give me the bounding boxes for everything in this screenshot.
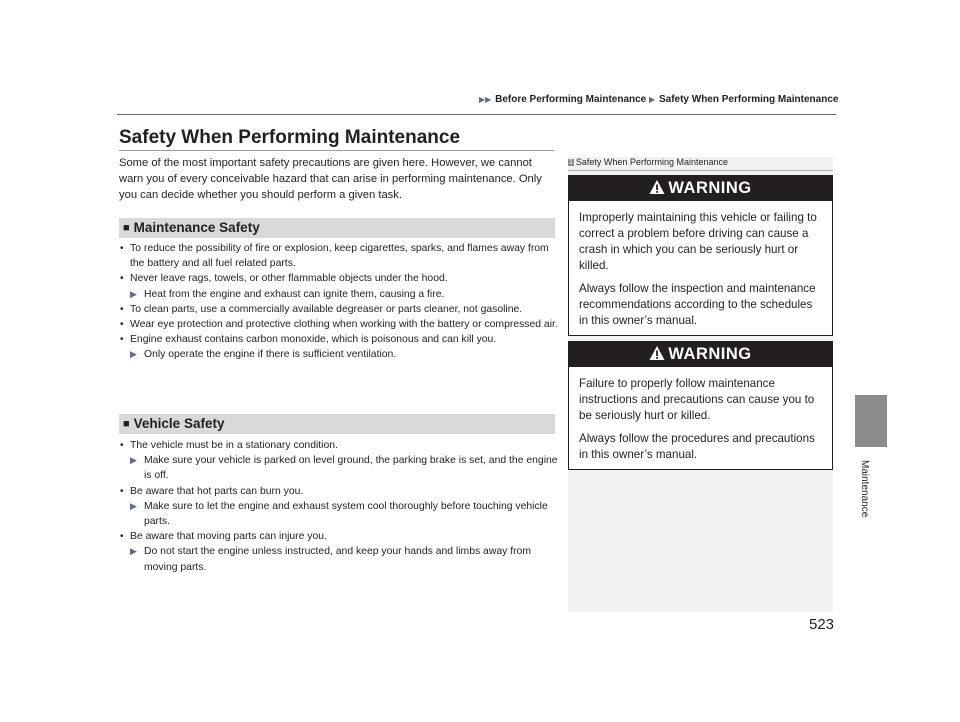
sub-arrow-icon: ▶	[130, 546, 137, 557]
warning-body	[569, 201, 832, 335]
bullet-text: Engine exhaust contains carbon monoxide, which is poisonous and can kill you.	[130, 334, 497, 346]
sub-arrow-icon: ▶	[130, 455, 137, 466]
bullet-text: Be aware that hot parts can burn you.	[130, 485, 304, 497]
page-number: 523	[809, 616, 835, 633]
warning-triangle-icon	[649, 345, 665, 361]
section-square-icon: ■	[123, 222, 130, 234]
sub-arrow-icon: ▶	[130, 349, 137, 360]
section-header-vehicle-safety	[119, 414, 555, 434]
list-item	[119, 438, 559, 484]
warning-box	[568, 341, 833, 470]
breadcrumb-item[interactable]: Before Performing Maintenance	[495, 94, 647, 105]
warning-box	[568, 175, 833, 336]
side-divider	[568, 170, 833, 171]
bullet-text: Wear eye protection and protective clothing when working with the battery or compressed air.	[130, 319, 558, 331]
sub-note-text: Do not start the engine unless instructed, and keep your hands and limbs away from moving parts.	[144, 546, 531, 573]
warning-header	[569, 342, 832, 367]
warning-text: Improperly maintaining this vehicle or failing to correct a problem before driving can cause a crash in which you can be seriously hurt or killed.	[579, 211, 817, 272]
warning-label: WARNING	[668, 345, 752, 363]
sub-note	[130, 499, 559, 529]
sub-note-text: Only operate the engine if there is sufficient ventilation.	[144, 349, 397, 361]
warning-text: Always follow the procedures and precautions in this owner’s manual.	[579, 432, 815, 461]
chapter-label: Maintenance	[859, 460, 870, 518]
sub-note-text: Make sure to let the engine and exhaust system cool thoroughly before touching vehicle parts.	[144, 500, 548, 528]
warning-header	[569, 176, 832, 201]
sub-note-text: Heat from the engine and exhaust can ignite them, causing a fire.	[144, 288, 445, 300]
breadcrumb	[479, 94, 838, 105]
bullet-text: Be aware that moving parts can injure you.	[130, 531, 327, 543]
section-header-maintenance-safety	[119, 218, 555, 238]
bullet-text: The vehicle must be in a stationary condition.	[130, 440, 338, 451]
page-title: Safety When Performing Maintenance	[119, 127, 461, 148]
note-number-badge: 1	[569, 159, 573, 166]
sub-note-text: Make sure your vehicle is parked on level ground, the parking brake is set, and the engine is off.	[144, 455, 558, 482]
header-divider	[117, 114, 836, 115]
breadcrumb-arrow-icon: ▶▶	[479, 95, 492, 104]
bullet-text: To clean parts, use a commercially available degreaser or parts cleaner, not gasoline.	[130, 303, 523, 315]
list-item	[119, 484, 559, 530]
side-heading-text: Safety When Performing Maintenance	[575, 157, 728, 167]
warning-text: Failure to properly follow maintenance instructions and precautions can cause you to be seriously hurt or killed.	[579, 377, 815, 422]
sub-arrow-icon: ▶	[130, 288, 137, 299]
list-item	[119, 317, 559, 332]
list-item	[119, 529, 559, 575]
list-item	[119, 332, 559, 362]
warning-text: Always follow the inspection and maintenance recommendations according to the schedules in this owner’s manual.	[579, 282, 816, 327]
vehicle-safety-list	[119, 438, 559, 575]
sub-note	[130, 287, 559, 302]
bullet-text: Never leave rags, towels, or other flammable objects under the hood.	[130, 273, 448, 285]
intro-paragraph: Some of the most important safety precautions are given here. However, we cannot warn you of every conceivable hazard that can arise in performing maintenance. Only you can decide whether you should perform a given task.	[119, 157, 542, 202]
maintenance-safety-list	[119, 241, 559, 363]
list-item	[119, 271, 559, 301]
sub-note	[130, 544, 559, 574]
warning-triangle-icon	[649, 179, 665, 195]
sub-arrow-icon: ▶	[130, 500, 137, 511]
title-divider	[119, 150, 554, 151]
warning-body	[569, 367, 832, 469]
side-heading	[568, 157, 728, 167]
warning-label: WARNING	[668, 179, 752, 197]
breadcrumb-item[interactable]: Safety When Performing Maintenance	[658, 94, 839, 105]
list-item	[119, 241, 559, 271]
section-square-icon: ■	[123, 418, 130, 430]
section-title: Vehicle Safety	[133, 416, 225, 431]
sub-note	[130, 453, 559, 483]
chapter-tab[interactable]	[855, 395, 887, 447]
sub-note	[130, 347, 559, 362]
breadcrumb-arrow-icon: ▶	[649, 95, 656, 104]
bullet-text: To reduce the possibility of fire or explosion, keep cigarettes, sparks, and flames away from the battery and all fuel related parts.	[130, 243, 549, 270]
list-item	[119, 302, 559, 317]
section-title: Maintenance Safety	[133, 220, 260, 235]
